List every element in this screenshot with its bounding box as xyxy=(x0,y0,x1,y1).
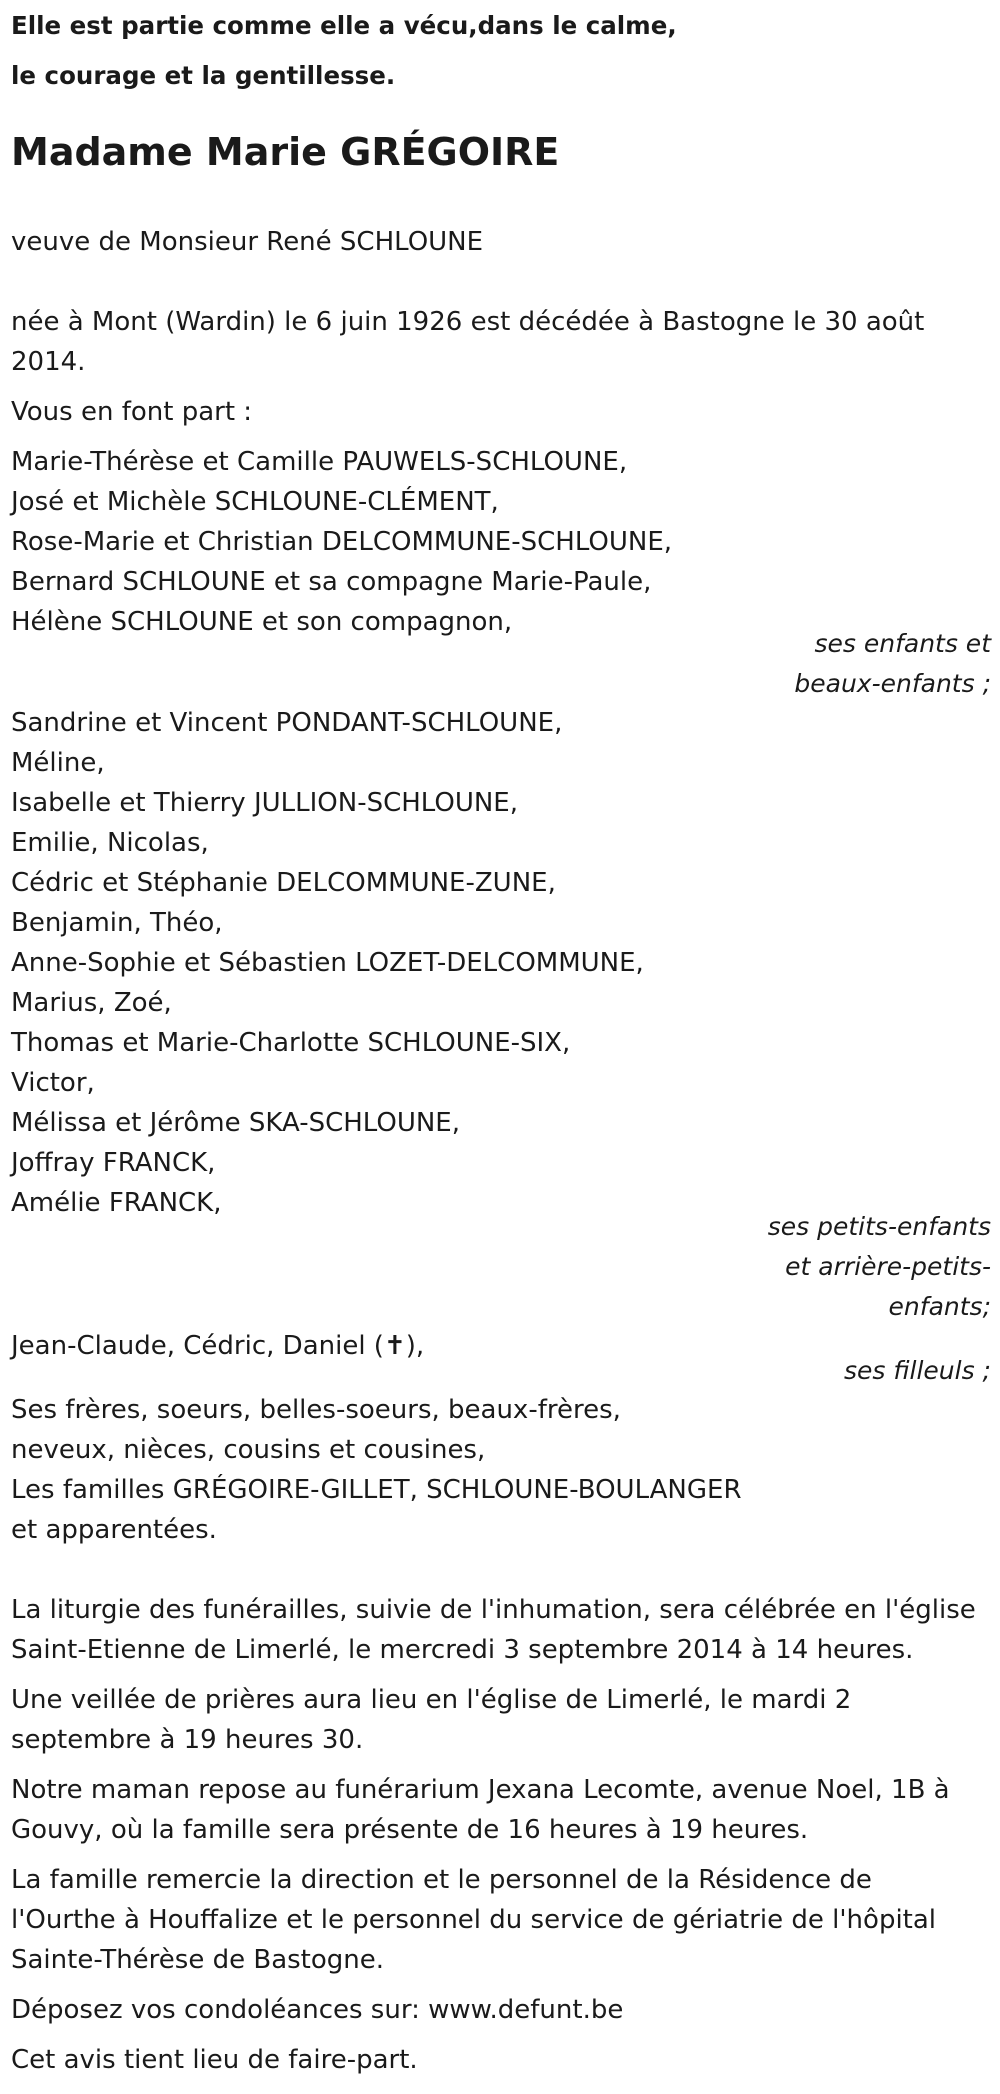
list-item: Rose-Marie et Christian DELCOMMUNE-SCHLOUNE, xyxy=(11,527,673,557)
epigraph-line-2: le courage et la gentillesse. xyxy=(11,61,396,90)
widow-of: veuve de Monsieur René SCHLOUNE xyxy=(11,227,484,257)
paragraph-line: La liturgie des funérailles, suivie de l'inhumation, sera célébrée en l'église xyxy=(11,1595,976,1625)
list-item: Cédric et Stéphanie DELCOMMUNE-ZUNE, xyxy=(11,868,556,898)
vigil-paragraph xyxy=(11,1680,851,1760)
caption-line: beaux-enfants ; xyxy=(794,669,991,698)
list-item: Victor, xyxy=(11,1068,95,1098)
paragraph-line: Notre maman repose au funérarium Jexana Lecomte, avenue Noel, 1B à xyxy=(11,1775,950,1805)
godchildren-caption: ses filleuls ; xyxy=(844,1356,991,1385)
list-item: Sandrine et Vincent PONDANT-SCHLOUNE, xyxy=(11,708,563,738)
list-item: Emilie, Nicolas, xyxy=(11,828,209,858)
list-item: Thomas et Marie-Charlotte SCHLOUNE-SIX, xyxy=(11,1028,571,1058)
list-item: Méline, xyxy=(11,748,105,778)
list-item: Ses frères, soeurs, belles-soeurs, beaux-frères, xyxy=(11,1395,621,1425)
list-item: Benjamin, Théo, xyxy=(11,908,223,938)
list-item: José et Michèle SCHLOUNE-CLÉMENT, xyxy=(11,487,499,517)
paragraph-line: Sainte-Thérèse de Bastogne. xyxy=(11,1945,385,1975)
godchildren-list: Jean-Claude, Cédric, Daniel (✝), xyxy=(11,1331,425,1361)
children-list xyxy=(11,442,672,642)
paragraph-line: Saint-Etienne de Limerlé, le mercredi 3 septembre 2014 à 14 heures. xyxy=(11,1635,914,1665)
list-item: et apparentées. xyxy=(11,1515,217,1545)
caption-line: ses enfants et xyxy=(814,629,991,658)
children-caption xyxy=(794,624,991,704)
condolences-text: Déposez vos condoléances sur: www.defunt.be xyxy=(11,1995,624,2025)
grandchildren-caption xyxy=(768,1207,991,1327)
list-item: Marie-Thérèse et Camille PAUWELS-SCHLOUNE, xyxy=(11,447,628,477)
list-item: neveux, nièces, cousins et cousines, xyxy=(11,1435,486,1465)
epigraph-line-1: Elle est partie comme elle a vécu,dans le calme, xyxy=(11,11,677,40)
list-item: Isabelle et Thierry JULLION-SCHLOUNE, xyxy=(11,788,518,818)
list-item: Hélène SCHLOUNE et son compagnon, xyxy=(11,607,513,637)
list-item: Marius, Zoé, xyxy=(11,988,172,1018)
funerarium-paragraph xyxy=(11,1770,950,1850)
paragraph-line: La famille remercie la direction et le personnel de la Résidence de xyxy=(11,1865,872,1895)
paragraph-line: Une veillée de prières aura lieu en l'église de Limerlé, le mardi 2 xyxy=(11,1685,852,1715)
list-item: Mélissa et Jérôme SKA-SCHLOUNE, xyxy=(11,1108,460,1138)
announce-text: Vous en font part : xyxy=(11,397,253,427)
paragraph-line: Gouvy, où la famille sera présente de 16 heures à 19 heures. xyxy=(11,1815,809,1845)
caption-line: et arrière-petits- xyxy=(785,1252,991,1281)
relatives-list xyxy=(11,1390,742,1550)
deceased-name: Madame Marie GRÉGOIRE xyxy=(11,130,560,174)
list-item: Les familles GRÉGOIRE-GILLET, SCHLOUNE-BOULANGER xyxy=(11,1475,742,1505)
thanks-paragraph xyxy=(11,1860,936,1980)
birth-death-line-1: née à Mont (Wardin) le 6 juin 1926 est décédée à Bastogne le 30 août xyxy=(11,307,925,337)
birth-death-line-2: 2014. xyxy=(11,347,86,377)
list-item: Bernard SCHLOUNE et sa compagne Marie-Paule, xyxy=(11,567,652,597)
closing-text: Cet avis tient lieu de faire-part. xyxy=(11,2045,418,2075)
funeral-paragraph xyxy=(11,1590,976,1670)
paragraph-line: septembre à 19 heures 30. xyxy=(11,1725,364,1755)
list-item: Anne-Sophie et Sébastien LOZET-DELCOMMUNE, xyxy=(11,948,644,978)
list-item: Amélie FRANCK, xyxy=(11,1188,222,1218)
caption-line: ses petits-enfants xyxy=(767,1212,991,1241)
list-item: Joffray FRANCK, xyxy=(11,1148,216,1178)
paragraph-line: l'Ourthe à Houffalize et le personnel du service de gériatrie de l'hôpital xyxy=(11,1905,937,1935)
caption-line: enfants; xyxy=(888,1292,991,1321)
grandchildren-list xyxy=(11,703,644,1223)
